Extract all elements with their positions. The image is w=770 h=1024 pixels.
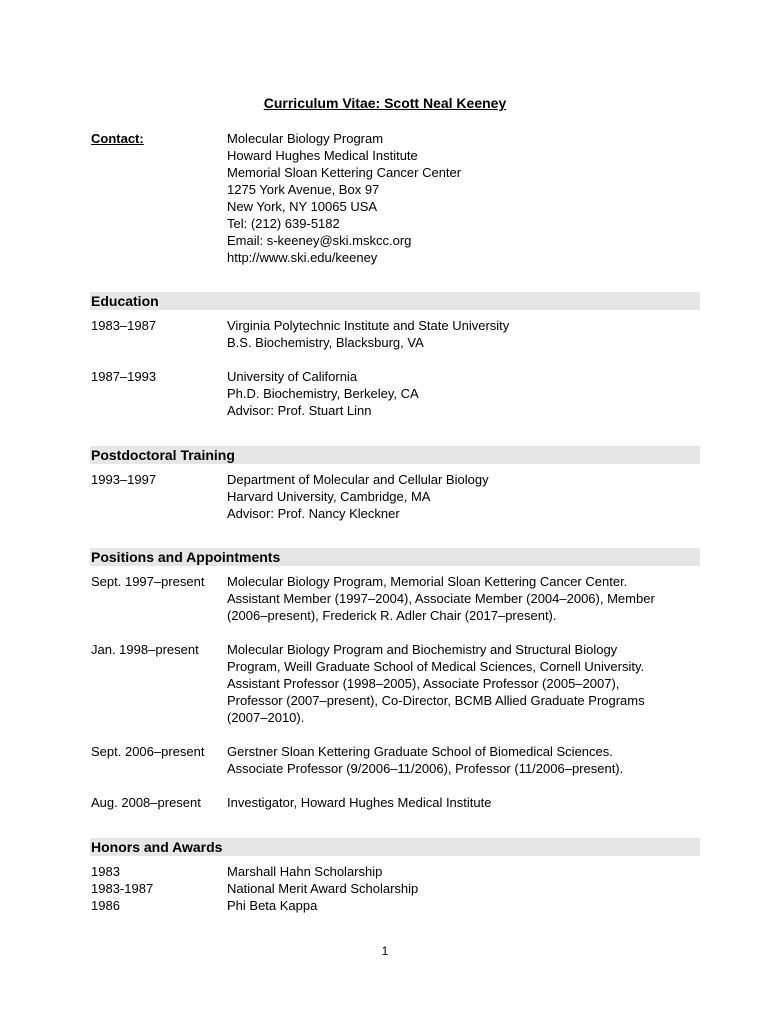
contact-lines <box>227 130 697 266</box>
entry-date: 1983-1987 <box>91 881 154 896</box>
entry-line: Program, Weill Graduate School of Medical Sciences, Cornell University. <box>227 659 645 674</box>
page-number: 1 <box>381 944 389 958</box>
contact-line: Memorial Sloan Kettering Cancer Center <box>227 165 462 180</box>
entry-date: Aug. 2008–present <box>91 795 201 810</box>
section-heading: Postdoctoral Training <box>90 446 700 464</box>
entry-line: Advisor: Prof. Nancy Kleckner <box>227 506 400 521</box>
entry-line: Advisor: Prof. Stuart Linn <box>227 403 372 418</box>
entry-line: University of California <box>227 369 358 384</box>
position-entry <box>91 794 700 811</box>
position-entry <box>91 641 700 726</box>
entry-text <box>227 641 697 726</box>
entry-text: Phi Beta Kappa <box>227 898 318 913</box>
position-entry <box>91 573 700 624</box>
position-entry <box>91 743 700 777</box>
entry-line: Professor (2007–present), Co-Director, BCMB Allied Graduate Programs <box>227 693 645 708</box>
entry-line: Molecular Biology Program, Memorial Sloan Kettering Cancer Center. <box>227 574 628 589</box>
entry-line: Ph.D. Biochemistry, Berkeley, CA <box>227 386 419 401</box>
entry-date: 1983 <box>91 864 120 879</box>
entry-line: (2007–2010). <box>227 710 305 725</box>
entry-line: Investigator, Howard Hughes Medical Institute <box>227 795 492 810</box>
entry-line: Molecular Biology Program and Biochemistry and Structural Biology <box>227 642 618 657</box>
entry-text <box>227 471 697 522</box>
entry-date: 1987–1993 <box>91 369 157 384</box>
section-heading: Positions and Appointments <box>90 548 700 566</box>
contact-line: Molecular Biology Program <box>227 131 384 146</box>
contact-line: Tel: (212) 639-5182 <box>227 216 340 231</box>
education-entry <box>91 317 700 351</box>
entry-line: Virginia Polytechnic Institute and State University <box>227 318 510 333</box>
honor-entry <box>91 863 700 880</box>
honors-section <box>91 838 700 914</box>
entry-date: Jan. 1998–present <box>91 642 199 657</box>
honor-entry <box>91 880 700 897</box>
postdoc-entry <box>91 471 700 522</box>
education-section <box>91 292 700 419</box>
section-heading: Honors and Awards <box>90 838 700 856</box>
positions-section <box>91 548 700 811</box>
entry-text <box>227 573 697 624</box>
entry-line: Harvard University, Cambridge, MA <box>227 489 431 504</box>
entry-date: 1986 <box>91 898 120 913</box>
contact-line: New York, NY 10065 USA <box>227 199 378 214</box>
entry-date: Sept. 2006–present <box>91 744 205 759</box>
entry-line: Department of Molecular and Cellular Biology <box>227 472 489 487</box>
entry-line: Gerstner Sloan Kettering Graduate School of Biomedical Sciences. <box>227 744 613 759</box>
education-entry <box>91 368 700 419</box>
entry-text <box>227 368 697 419</box>
entry-date: 1983–1987 <box>91 318 157 333</box>
section-heading: Education <box>90 292 700 310</box>
entry-line: Assistant Professor (1998–2005), Associate Professor (2005–2007), <box>227 676 620 691</box>
contact-website: http://www.ski.edu/keeney <box>227 250 378 265</box>
entry-text <box>227 317 697 351</box>
entry-text: Marshall Hahn Scholarship <box>227 864 383 879</box>
entry-line: (2006–present), Frederick R. Adler Chair (2017–present). <box>227 608 557 623</box>
entry-date: 1993–1997 <box>91 472 157 487</box>
honor-entry <box>91 897 700 914</box>
contact-label: Contact: <box>91 131 144 146</box>
entry-text: National Merit Award Scholarship <box>227 881 419 896</box>
contact-line: 1275 York Avenue, Box 97 <box>227 182 380 197</box>
entry-text <box>227 794 697 811</box>
postdoc-section <box>91 446 700 522</box>
entry-text <box>227 743 697 777</box>
entry-date: Sept. 1997–present <box>91 574 205 589</box>
entry-line: Assistant Member (1997–2004), Associate Member (2004–2006), Member <box>227 591 655 606</box>
document-title: Curriculum Vitae: Scott Neal Keeney <box>263 95 507 111</box>
contact-email: Email: s-keeney@ski.mskcc.org <box>227 233 412 248</box>
entry-line: Associate Professor (9/2006–11/2006), Professor (11/2006–present). <box>227 761 624 776</box>
entry-line: B.S. Biochemistry, Blacksburg, VA <box>227 335 424 350</box>
contact-line: Howard Hughes Medical Institute <box>227 148 418 163</box>
